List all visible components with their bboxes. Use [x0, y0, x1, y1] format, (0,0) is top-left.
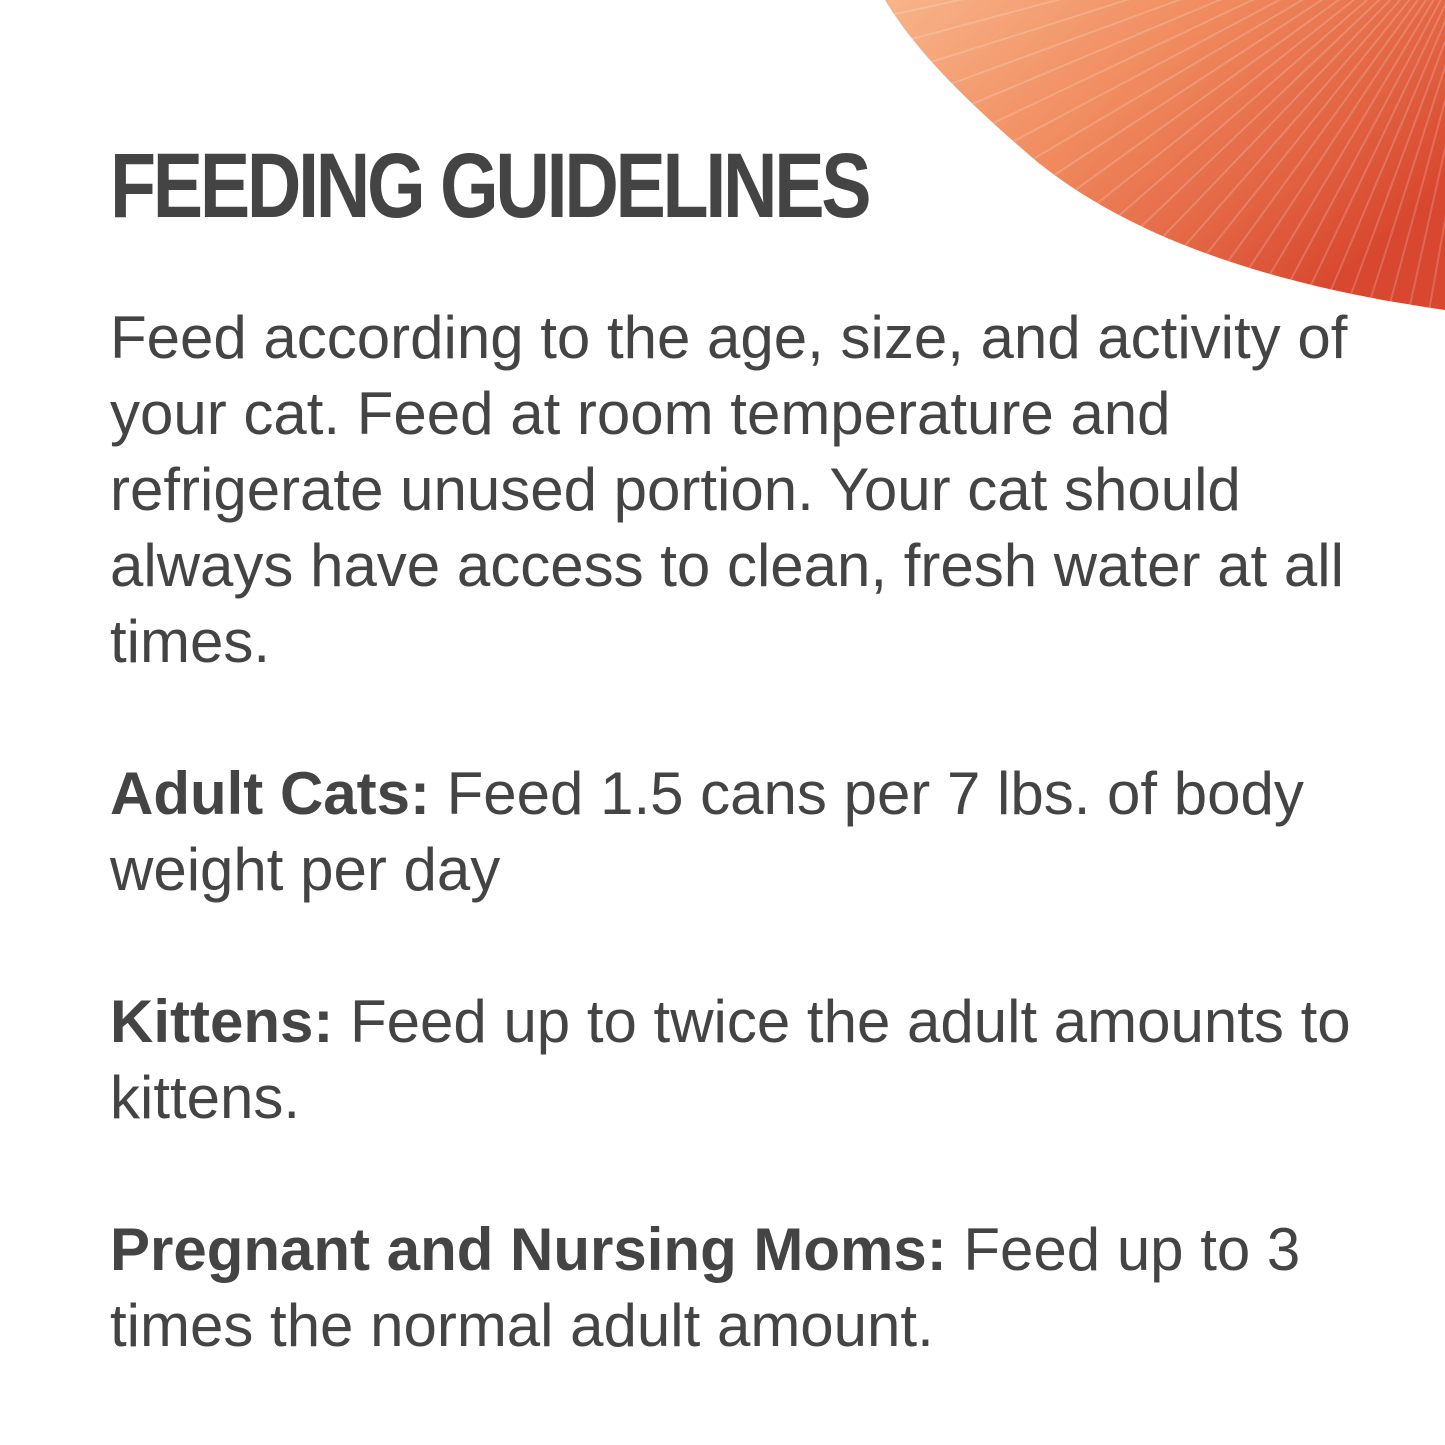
moms-guideline [110, 1212, 1400, 1364]
intro-paragraph: Feed according to the age, size, and activity of your cat. Feed at room temperature and refrigerate unused portion. Your cat should always have access to clean, fresh water at all times. [110, 304, 1348, 675]
kittens-label: Kittens: [110, 988, 334, 1055]
adult-cats-text: Feed 1.5 cans per 7 lbs. of body weight per day [110, 760, 1304, 903]
adult-cats-guideline [110, 756, 1400, 908]
page-title: FEEDING GUIDELINES [110, 135, 869, 237]
orange-fan-decoration [885, 0, 1445, 320]
kittens-guideline [110, 984, 1400, 1136]
kittens-text: Feed up to twice the adult amounts to kittens. [110, 988, 1351, 1131]
moms-label: Pregnant and Nursing Moms: [110, 1216, 947, 1283]
adult-cats-label: Adult Cats: [110, 760, 430, 827]
moms-text: Feed up to 3 times the normal adult amount. [110, 1216, 1301, 1359]
guidelines-body [110, 300, 1400, 1364]
